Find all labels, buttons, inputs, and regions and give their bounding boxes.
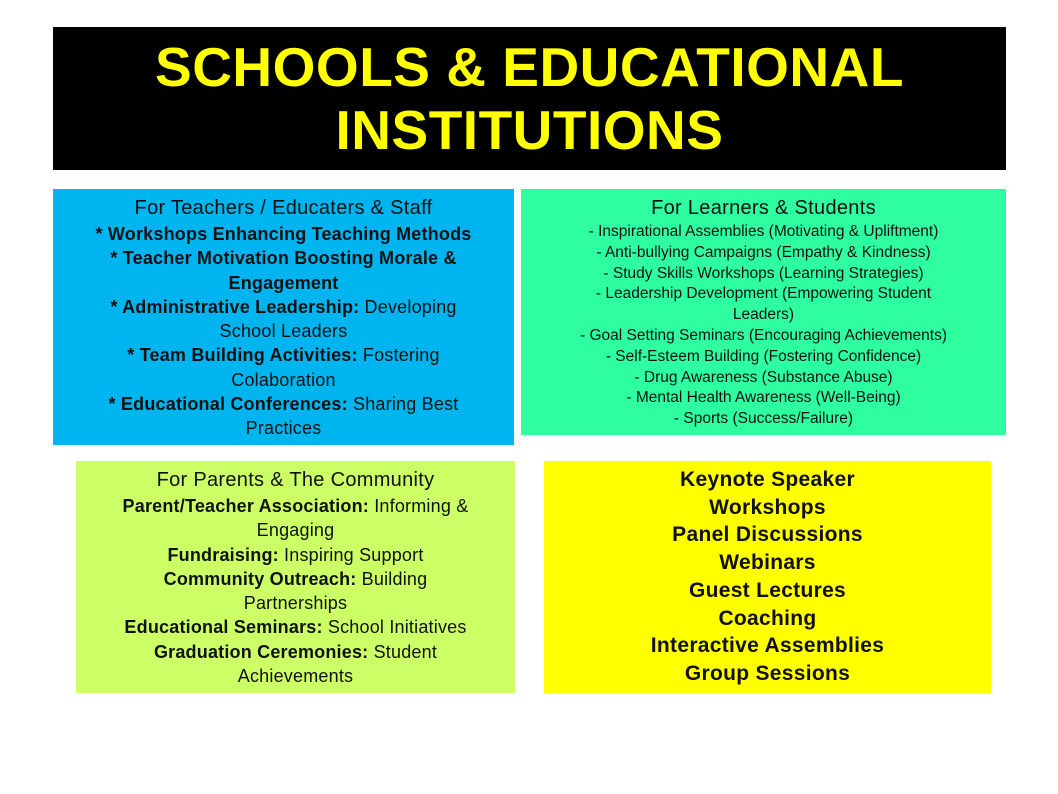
teachers-panel (53, 189, 514, 445)
teachers-line-bold: * Administrative Leadership: (110, 296, 360, 317)
teachers-line-bold: * Workshops Enhancing Teaching Methods (95, 224, 472, 244)
teachers-line-text: Fostering (357, 345, 440, 366)
teachers-line-text: Developing (359, 296, 457, 317)
learners-heading: For Learners & Students (651, 197, 876, 219)
parents-line (76, 615, 515, 639)
parents-line (76, 543, 515, 567)
teachers-line (53, 368, 514, 392)
teachers-list (53, 222, 514, 441)
teachers-line (53, 246, 514, 270)
parents-line-bold: Fundraising: (167, 544, 279, 565)
learners-line: - Study Skills Workshops (Learning Strategies) (603, 264, 924, 282)
teachers-line-text: School Leaders (219, 321, 348, 342)
learners-panel (521, 189, 1006, 435)
services-line: Group Sessions (684, 661, 851, 685)
services-panel (544, 461, 991, 693)
services-line: Keynote Speaker (680, 468, 855, 491)
parents-line-text: Student (368, 641, 438, 662)
parents-line-text: Engaging (256, 520, 335, 541)
learners-line: - Self-Esteem Building (Fostering Confidence) (605, 347, 922, 365)
services-line: Webinars (719, 551, 816, 575)
learners-line: - Mental Health Awareness (Well-Being) (626, 389, 901, 407)
parents-line (76, 518, 515, 542)
teachers-line-text: Practices (245, 418, 322, 439)
parents-line-bold: Graduation Ceremonies: (153, 641, 369, 662)
learners-list (521, 222, 1006, 430)
parents-line-text: Informing & (369, 496, 469, 516)
services-line: Panel Discussions (672, 523, 863, 547)
teachers-line (53, 392, 514, 416)
services-line: Coaching (718, 606, 817, 630)
teachers-line (53, 319, 514, 343)
parents-line-text: Achievements (237, 666, 354, 687)
teachers-line (53, 271, 514, 295)
title-banner (53, 27, 1006, 170)
learners-line: - Sports (Success/Failure) (673, 410, 854, 428)
teachers-line-bold: * Teacher Motivation Boosting Morale & (110, 248, 457, 269)
learners-line: - Goal Setting Seminars (Encouraging Achievements) (579, 326, 947, 344)
parents-heading: For Parents & The Community (156, 469, 435, 491)
services-list (544, 466, 991, 688)
parents-line-bold: Community Outreach: (163, 568, 357, 589)
teachers-line-bold: * Educational Conferences: (108, 394, 348, 415)
teachers-line-text: Colaboration (231, 369, 336, 390)
learners-line: - Inspirational Assemblies (Motivating & Upliftment) (588, 223, 939, 240)
learners-line: - Anti-bullying Campaigns (Empathy & Kindness) (596, 243, 931, 261)
parents-line-text: Building (356, 568, 428, 589)
teachers-line (53, 295, 514, 319)
teachers-heading: For Teachers / Educaters & Staff (134, 197, 433, 219)
parents-line (76, 640, 515, 664)
parents-list (76, 494, 515, 688)
teachers-line (53, 222, 514, 246)
page-title-line-2: INSTITUTIONS (335, 98, 724, 161)
parents-line (76, 664, 515, 688)
parents-panel (76, 461, 515, 693)
teachers-line (53, 343, 514, 367)
parents-line-text: School Initiatives (322, 617, 467, 638)
services-line: Guest Lectures (688, 578, 847, 602)
learners-line: - Drug Awareness (Substance Abuse) (634, 368, 893, 386)
services-line: Workshops (709, 495, 826, 519)
teachers-line (53, 416, 514, 440)
parents-line-bold: Educational Seminars: (124, 617, 323, 638)
parents-line-text: Inspiring Support (278, 544, 424, 565)
parents-line-text: Partnerships (243, 593, 348, 614)
parents-line (76, 591, 515, 615)
parents-line (76, 567, 515, 591)
teachers-line-text: Sharing Best (347, 394, 459, 415)
page-title-line-1: SCHOOLS & EDUCATIONAL (155, 35, 904, 98)
teachers-line-bold: Engagement (228, 272, 339, 293)
services-line: Interactive Assemblies (650, 634, 885, 658)
parents-line-bold: Parent/Teacher Association: (122, 496, 370, 516)
learners-line: - Leadership Development (Empowering Student (595, 285, 932, 303)
parents-line (76, 494, 515, 518)
teachers-line-bold: * Team Building Activities: (127, 345, 358, 366)
learners-line: Leaders) (732, 306, 795, 324)
